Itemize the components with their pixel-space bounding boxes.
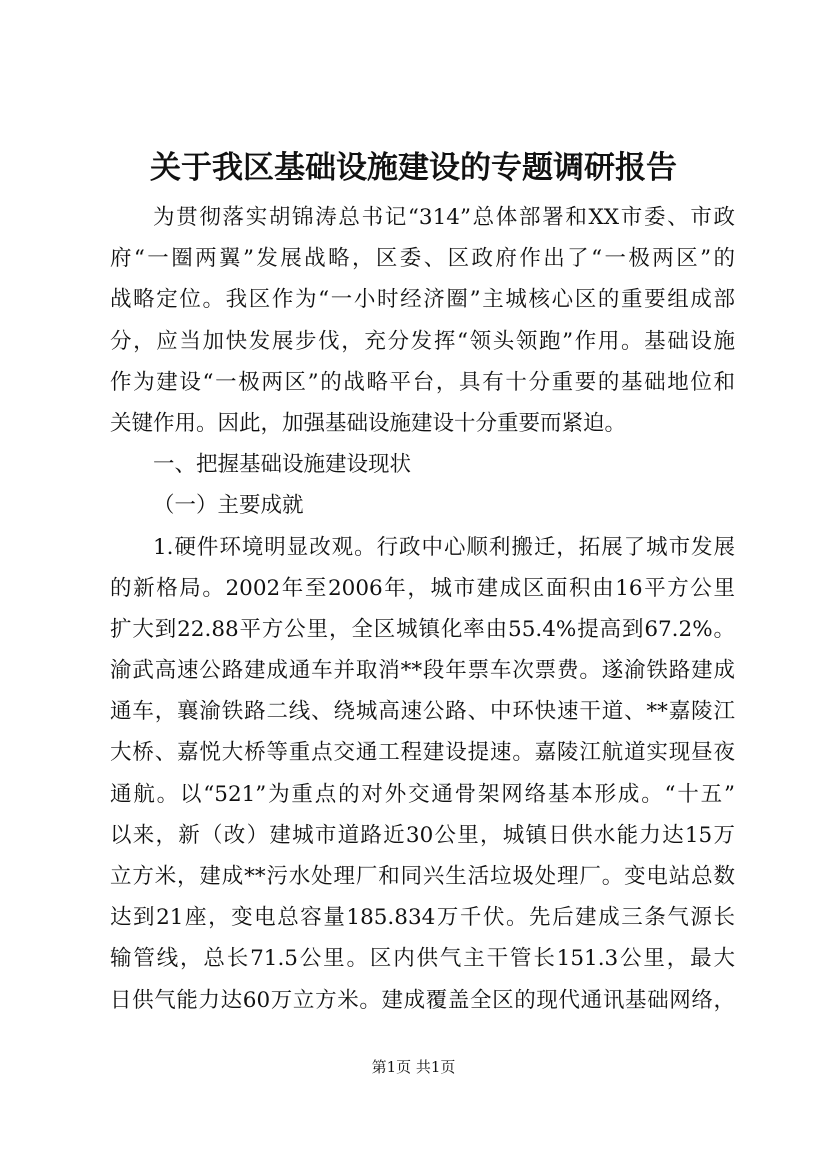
body-line: 为贯彻落实胡锦涛总书记“314”总体部署和XX市委、市政 xyxy=(153,205,735,230)
document-body xyxy=(110,197,735,1021)
body-line: 输管线，总长71.5公里。区内供气主干管长151.3公里，最大 xyxy=(110,946,735,972)
section-heading: 一、把握基础设施建设现状 xyxy=(153,452,412,478)
body-line: 日供气能力达60万立方米。建成覆盖全区的现代通讯基础网络， xyxy=(110,987,735,1013)
body-line: 立方米，建成**污水处理厂和同兴生活垃圾处理厂。变电站总数 xyxy=(110,864,735,889)
body-line: 的新格局。2002年至2006年，城市建成区面积由16平方公里 xyxy=(110,575,735,601)
body-line: 分，应当加快发展步伐，充分发挥“领头领跑”作用。基础设施 xyxy=(110,328,735,354)
body-line: 通航。以“521”为重点的对外交通骨架网络基本形成。“十五” xyxy=(110,781,735,807)
body-line: 府“一圈两翼”发展战略，区委、区政府作出了“一极两区”的 xyxy=(110,246,735,272)
document-title: 关于我区基础设施建设的专题调研报告 xyxy=(150,150,677,186)
body-line: 渝武高速公路建成通车并取消**段年票车次票费。遂渝铁路建成 xyxy=(110,658,735,684)
body-line: 大桥、嘉悦大桥等重点交通工程建设提速。嘉陵江航道实现昼夜 xyxy=(110,740,735,766)
body-line: 作为建设“一极两区”的战略平台，具有十分重要的基础地位和 xyxy=(110,369,735,395)
subsection-heading: （一）主要成就 xyxy=(153,493,304,519)
body-line: 以来，新（改）建城市道路近30公里，城镇日供水能力达15万 xyxy=(110,822,735,848)
body-line: 1.硬件环境明显改观。行政中心顺利搬迁，拓展了城市发展 xyxy=(153,534,735,560)
body-line: 扩大到22.88平方公里，全区城镇化率由55.4%提高到67.2%。 xyxy=(110,616,735,642)
body-line: 达到21座，变电总容量185.834万千伏。先后建成三条气源长 xyxy=(110,905,735,931)
body-line: 通车，襄渝铁路二线、绕城高速公路、中环快速干道、**嘉陵江 xyxy=(110,699,735,725)
body-line: 战略定位。我区作为“一小时经济圈”主城核心区的重要组成部 xyxy=(110,287,735,313)
body-line: 关键作用。因此，加强基础设施建设十分重要而紧迫。 xyxy=(110,410,627,436)
page-number: 第1页 共1页 xyxy=(371,1058,456,1076)
